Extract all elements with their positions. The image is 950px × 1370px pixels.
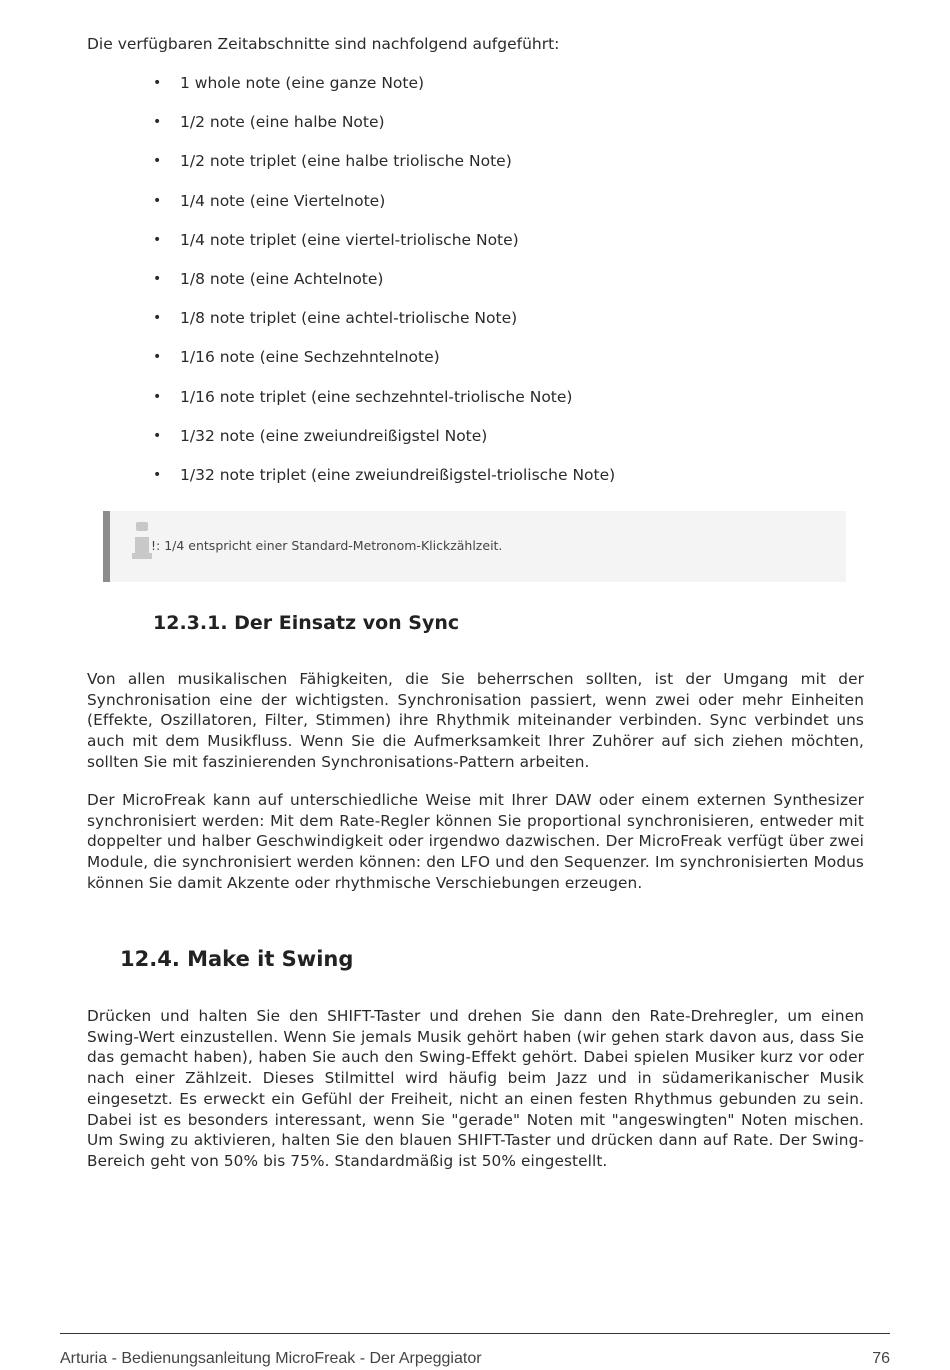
list-item [153,230,853,269]
section-heading-swing: 12.4. Make it Swing [120,947,354,971]
bullet-icon: • [153,153,162,170]
bullet-icon: • [153,349,162,366]
bullet-icon: • [153,388,162,405]
swing-paragraph: Drücken und halten Sie den SHIFT-Taster und drehen Sie dann den Rate-Drehregler, um einen Swing-Wert einzustellen. Wenn Sie jemals Musik gehört haben (wir gehen stark davon aus, dass Sie das gemacht haben), haben Sie auch den Swing-Effekt gehört. Dabei spielen Musiker kurz vor oder nach einer Zählzeit. Dieses Stilmittel wird häufig beim Jazz und in südamerikanischer Musik eingesetzt. Es erweckt ein Gefühl der Freiheit, nicht an einen festen Rhythmus gebunden zu sein. Dabei ist es besonders interessant, wenn Sie "gerade" Noten mit "angeswingten" Noten mischen. Um Swing zu aktivieren, halten Sie den blauen SHIFT-Taster und drücken dann auf Rate. Der Swing-Bereich geht von 50% bis 75%. Standardmäßig ist 50% eingestellt. [87,1007,864,1170]
info-callout [103,511,846,582]
list-item-label: 1/8 note (eine Achtelnote) [180,269,384,288]
list-item-label: 1/32 note triplet (eine zweiundreißigstel-triolische Note) [180,465,616,484]
sync-paragraph-2: Der MicroFreak kann auf unterschiedliche Weise mit Ihrer DAW oder einem externen Synthesizer synchronisiert werden: Mit dem Rate-Regler können Sie proportional synchronisieren, entweder mit doppelter und halber Geschwindigkeit oder irgendwo dazwischen. Der MicroFreak verfügt über zwei Module, die synchronisiert werden können: den LFO und den Sequenzer. Im synchronisierten Modus können Sie damit Akzente oder rhythmische Verschiebungen erzeugen. [87,791,864,892]
page-number: 76 [872,1350,890,1367]
bullet-icon: • [153,310,162,327]
footer-title: Arturia - Bedienungsanleitung MicroFreak - Der Arpeggiator [60,1350,482,1367]
bullet-icon: • [153,192,162,209]
list-item [153,426,853,465]
bullet-icon: • [153,231,162,248]
list-item-label: 1/16 note triplet (eine sechzehntel-triolische Note) [180,387,573,406]
bullet-icon: • [153,270,162,287]
list-item [153,308,853,347]
list-item-label: 1 whole note (eine ganze Note) [180,74,425,92]
list-item-label: 1/4 note triplet (eine viertel-triolische Note) [180,230,519,249]
footer-divider [60,1333,890,1334]
list-item [153,112,853,151]
list-item-label: 1/32 note (eine zweiundreißigstel Note) [180,426,488,445]
list-item-label: 1/2 note triplet (eine halbe triolische Note) [180,152,512,171]
section-heading-sync: 12.3.1. Der Einsatz von Sync [153,612,460,634]
list-item-label: 1/16 note (eine Sechzehntelnote) [180,348,440,367]
list-item [153,387,853,426]
list-item [153,269,853,308]
bullet-icon: • [153,114,162,131]
list-item-label: 1/4 note (eine Viertelnote) [180,191,386,210]
bullet-icon: • [153,466,162,483]
intro-text: Die verfügbaren Zeitabschnitte sind nachfolgend aufgeführt: [87,35,560,53]
list-item [153,465,853,504]
list-item [153,73,853,112]
bullet-icon: • [153,75,162,91]
list-item-label: 1/8 note triplet (eine achtel-triolische Note) [180,309,518,328]
note-value-list [153,73,853,504]
list-item [153,151,853,190]
list-item [153,191,853,230]
list-item-label: 1/2 note (eine halbe Note) [180,113,385,132]
sync-paragraph-1: Von allen musikalischen Fähigkeiten, die Sie beherrschen sollten, ist der Umgang mit der Synchronisation eine der wichtigsten. Synchronisation passiert, wenn zwei oder mehr Einheiten (Effekte, Oszillatoren, Filter, Stimmen) ihre Rhythmik miteinander verbinden. Sync verbindet uns auch mit dem Musikfluss. Wenn Sie die Aufmerksamkeit Ihrer Zuhörer auf sich ziehen möchten, sollten Sie mit faszinierenden Synchronisations-Pattern arbeiten. [87,670,864,771]
list-item [153,347,853,386]
info-callout-text: !: 1/4 entspricht einer Standard-Metronom-Klickzählzeit. [151,538,503,553]
bullet-icon: • [153,427,162,444]
